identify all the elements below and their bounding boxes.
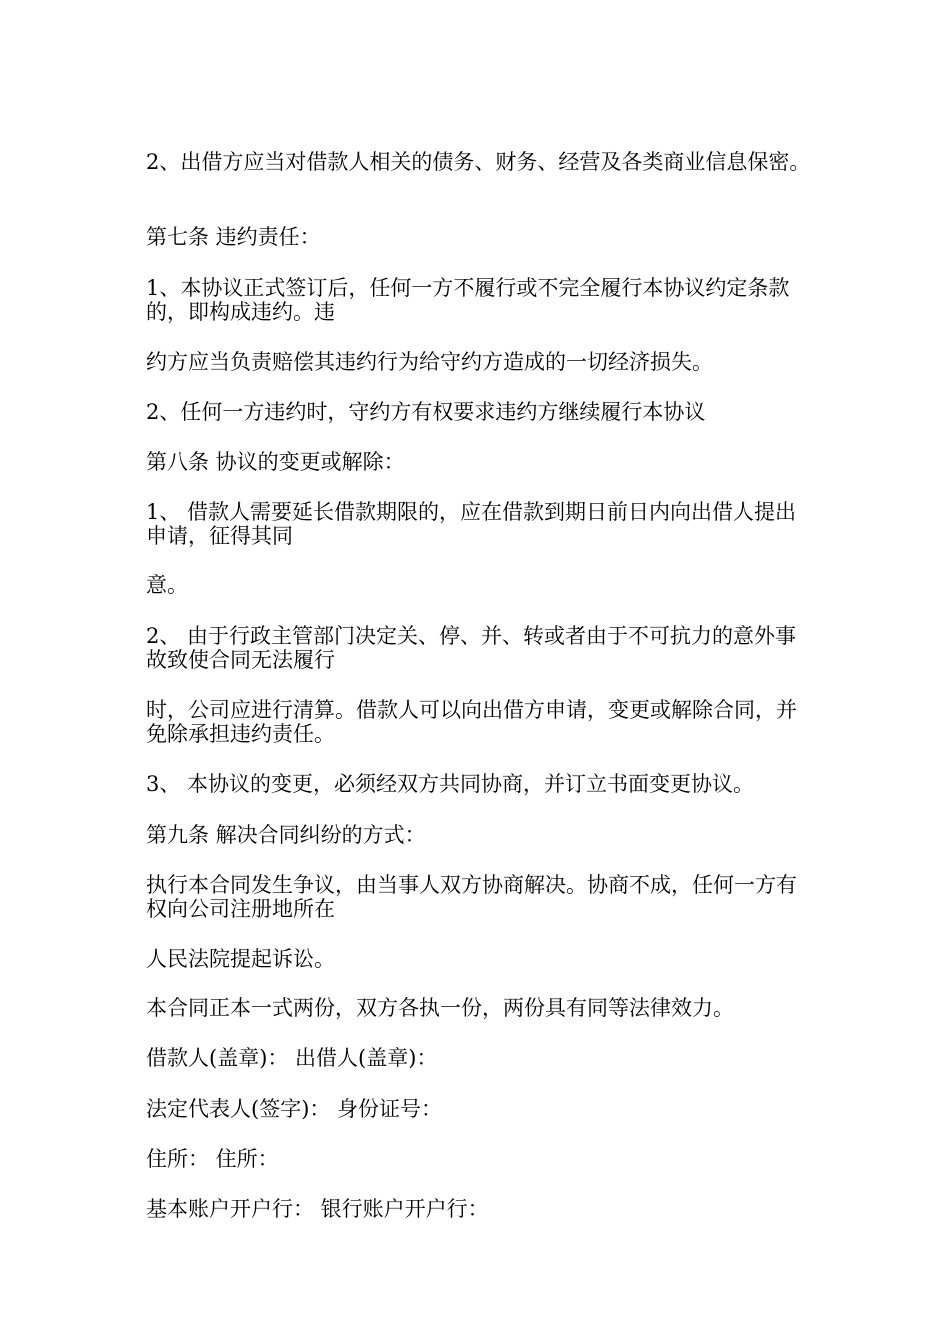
representative-id-line: 法定代表人(签字)： 身份证号：	[146, 1097, 443, 1121]
signature-seal-line: 借款人(盖章)： 出借人(盖章)：	[146, 1046, 438, 1070]
bank-account-line: 基本账户开户行： 银行账户开户行：	[146, 1197, 489, 1221]
clause-9-text-continued: 人民法院提起诉讼。	[146, 947, 335, 971]
clause-8-item-1-continued: 意。	[146, 573, 188, 597]
clause-8-item-2: 2、 由于行政主管部门决定关、停、并、转或者由于不可抗力的意外事故致使合同无法履行	[146, 624, 797, 672]
copies-statement: 本合同正本一式两份，双方各执一份，两份具有同等法律效力。	[146, 996, 734, 1020]
article-7-heading: 第七条 违约责任：	[146, 225, 321, 249]
clause-8-item-1: 1、 借款人需要延长借款期限的，应在借款到期日前日内向出借人提出申请，征得其同	[146, 500, 797, 548]
clause-8-item-2-continued: 时，公司应进行清算。借款人可以向出借方申请，变更或解除合同，并免除承担违约责任。	[146, 698, 797, 746]
article-9-heading: 第九条 解决合同纠纷的方式：	[146, 823, 426, 847]
clause-7-item-1: 1、本协议正式签订后，任何一方不履行或不完全履行本协议约定条款的，即构成违约。违	[146, 276, 790, 324]
clause-8-item-3: 3、 本协议的变更，必须经双方共同协商，并订立书面变更协议。	[146, 772, 755, 796]
clause-7-item-1-continued: 约方应当负责赔偿其违约行为给守约方造成的一切经济损失。	[146, 350, 713, 374]
clause-9-text: 执行本合同发生争议，由当事人双方协商解决。协商不成，任何一方有权向公司注册地所在	[146, 873, 797, 921]
clause-7-item-2: 2、任何一方违约时，守约方有权要求违约方继续履行本协议	[146, 400, 706, 424]
address-line: 住所： 住所：	[146, 1147, 279, 1171]
clause-6-item-2: 2、出借方应当对借款人相关的债务、财务、经营及各类商业信息保密。	[146, 150, 811, 174]
article-8-heading: 第八条 协议的变更或解除：	[146, 450, 405, 474]
